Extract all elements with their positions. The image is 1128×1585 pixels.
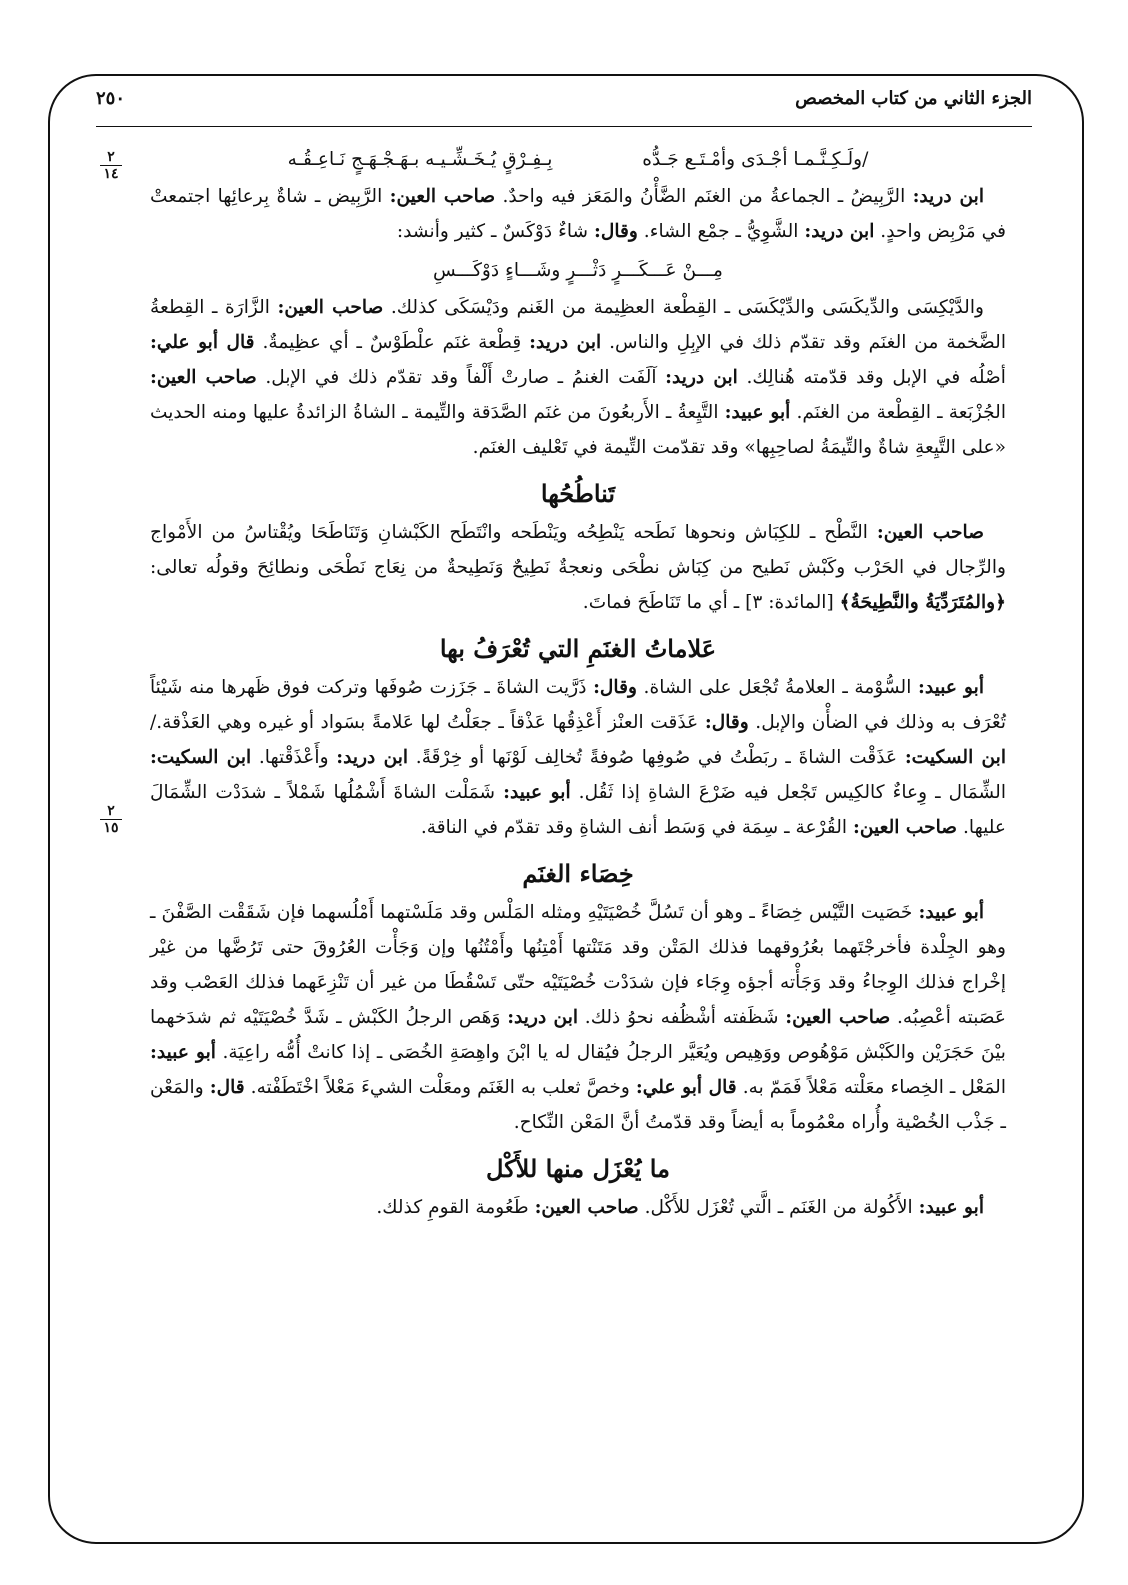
source-name: أبو عبيد: — [503, 782, 571, 803]
page-number: ٢٥٠ — [96, 88, 126, 109]
paragraph: صاحب العين: النَّطْح ـ للكِبَاش ونحوها نَطَحه يَنْطِحُه ويَنْطَحه وانْتَطَح الكَبْشانِ وَتَنَاطَحَا ويُقْتاسُ من الأَمْواج والرِّجال في الحَرْب وكَبْش نَطيح من كِبَاش نطْحَى ونعجةٌ نَطِيحٌ وَنَطِيحةٌ من نِعَاج نَطْحَى ونطائِحَ وقولُه تعالى: ﴿والمُتَرَدِّيَةُ والنَّطِيحَةُ﴾ [المائدة: ٣] ـ أي ما تَنَاطَحَ فماتَ. — [150, 522, 1006, 613]
section-heading: عَلاماتُ الغنَمِ التي تُعْرَفُ بها — [439, 634, 717, 663]
page-body — [150, 138, 1006, 1225]
source-name: ابن دريد: — [912, 186, 985, 207]
source-name: ابن دريد: — [336, 747, 409, 768]
section-heading: خِصَاء الغنَم — [522, 859, 634, 888]
section-heading: ما يُعْزَل منها للأَكْل — [486, 1154, 670, 1183]
running-title: الجزء الثاني من كتاب المخصص — [795, 88, 1032, 109]
source-name: قال: — [209, 1077, 245, 1098]
paragraph: أبو عبيد: خَصَيت التَّيْس خِصَاءً ـ وهو أن تَسُلَّ خُصْيَتَيْهِ ومثله المَلْس وقد مَلَسْتهما أَمْلُسهما فإن شَقَقْت الصَّفْنَ ـ وهو الجِلْدة فأخرجْتَهما بعُرُوقهما فذلك المَتْن وقد مَتَنْتها أَمْتِنُها وأَمْتُنُها وإن وَجَأْت العُرُوقَ حتى تَرُضَّها من غيْر إخْراج فذلك الوِجاءُ وقد وَجَأْته أجؤه وِجَاء فإن شدَدْت خُصْيَتَيْه حتّى تَسْقُطَا من غير أن تَنْزِعَهما فذلك العَصْب وقد عَصَبته أعْصِبُه. صاحب العين: شَظَفته أشْظُفه نحوُ ذلك. ابن دريد: وَهَص الرجلُ الكَبْش ـ شَدَّ خُصْيَتَيْه ثم شدَخهما بيْنَ حَجَرَيْن والكَبْش مَوْهُوص ووَهِيص ويُعَيَّر الرجلُ فيُقال له يا ابْنَ واهِصَةِ الخُصَى ـ إذا كانتْ أُمُّه راعِيَة. أبو عبيد: المَعْل ـ الخِصاء معَلْته مَعْلاً فَمَمّ به. قال أبو علي: وخصَّ ثعلب به الغَنَم ومعَلْت الشيءَ مَعْلاً اخْتَطَفْته. قال: والمَعْن ـ جَذْب الخُصْية وأُراه معْمُوماً به أيضاً وقد قدّمتُ أنَّ المَعْن النِّكاح. — [150, 902, 1007, 1133]
source-name: قال أبو علي: — [635, 1077, 737, 1098]
source-name: أبو عبيد: — [917, 677, 984, 698]
source-name: أبو عبيد: — [918, 1197, 984, 1218]
source-name: صاحب العين: — [785, 1007, 891, 1028]
source-name: قال أبو علي: — [150, 332, 255, 353]
source-name: صاحب العين: — [852, 817, 958, 838]
margin-reference-mark: ٢ ١٥ — [100, 804, 122, 835]
source-name: أبو عبيد: — [918, 902, 984, 923]
quran-quote: ﴿والمُتَرَدِّيَةُ والنَّطِيحَةُ﴾ — [839, 592, 1006, 613]
paragraph: والدَّيْكِسَى والدِّيكَسَى والدِّيْكَسَى ـ القِطْعة العظِيمة من الغَنم ودَيْسَكَى كذلك. صاحب العين: الزَّارَة ـ القِطعةُ الضَّخمة من الغنَم وقد تقدّم ذلك في الإبِلِ والناس. ابن دريد: قِطْعة غنَم علْطَوْسٌ ـ أي عظِيمةٌ. قال أبو علي: أصْلُه في الإبل وقد قدّمته هُنالِك. ابن دريد: آلَفَت الغنمُ ـ صارتْ أَلْفاً وقد تقدّم ذلك في الإبل. صاحب العين: الجُزْبَعة ـ القِطْعة من الغنَم. أبو عبيد: التَّيِعةُ ـ الأَربعُونَ من غنَم الصَّدَقة والتِّيمة ـ الشاةُ الزائدةُ عليها ومنه الحديث «على التَّيِعةِ شاةٌ والتِّيمَةُ لصاحِبِها» وقد تقدّمت التِّيمة في تَعْليف الغنَم. — [150, 297, 1006, 458]
header-rule — [96, 126, 1032, 127]
source-name: وقال: — [593, 677, 637, 698]
source-name: صاحب العين: — [277, 297, 384, 318]
source-name: ابن السكيت: — [150, 747, 252, 768]
poetry-verse — [150, 138, 1006, 179]
source-name: ابن السكيت: — [904, 747, 1006, 768]
source-name: أبو عبيد: — [724, 402, 791, 423]
source-name: ابن دريد: — [804, 221, 875, 242]
source-name: وقال: — [593, 221, 638, 242]
margin-reference-mark: ٢ ١٤ — [100, 150, 122, 181]
page-header — [96, 88, 1032, 116]
verse-hemistich: بِـفِـرْقٍ يُـخَـشِّـيـه بـهَـجْـهَـجٍ نَـاعِـقُـه — [287, 149, 553, 170]
source-name: صاحب العين: — [389, 186, 496, 207]
poetry-verse — [150, 249, 1006, 290]
verse-hemistich: /ولَـكِـنَّـمـا أجْـدَى وأمْـتَـع جَـدُّه — [642, 149, 869, 170]
source-name: صاحب العين: — [876, 522, 984, 543]
source-name: صاحب العين: — [534, 1197, 639, 1218]
source-name: ابن دريد: — [529, 332, 602, 353]
source-name: صاحب العين: — [150, 367, 257, 388]
source-name: ابن دريد: — [507, 1007, 579, 1028]
verse-line: مِـــنْ عَـــكَـــرٍ دَثْـــرٍ وشَـــاءٍ دَوْكَـــسِ — [433, 260, 723, 281]
paragraph: أبو عبيد: الأَكُولة من الغَنَم ـ الَّتي تُعْزَل للأَكْل. صاحب العين: طَعُومة القومِ كذلك. — [376, 1197, 984, 1218]
source-name: ابن دريد: — [665, 367, 738, 388]
paragraph: ابن دريد: الرَّبِيضُ ـ الجماعةُ من الغنَم الضَّأْنُ والمَعَز فيه واحدٌ. صاحب العين: الرَّبِيض ـ شاةٌ بِرعائِها اجتمعتْ في مَرْبِض واحدٍ. ابن دريد: الشَّوِيُّ ـ جمْع الشاء. وقال: شاءٌ دَوْكَسٌ ـ كثير وأنشد: — [150, 186, 1006, 242]
section-heading: تَناطُحُها — [540, 479, 616, 508]
source-name: وقال: — [704, 712, 749, 733]
source-name: أبو عبيد: — [150, 1042, 216, 1063]
paragraph: أبو عبيد: السُّوْمة ـ العلامةُ تُجْعَل على الشاة. وقال: ذَرَّيت الشاةَ ـ جَزَزت صُوفَها وتركت فوق ظَهرها منه شَيْئاً تُعْرَف به وذلك في الضأْن والإبل. وقال: عَذَقت العنْز أَعْذِقُها عَذْقاً ـ جعَلْتُ لها عَلامةً بسَواد أو غيره وهي العَذْقة./ ابن السكيت: عَذَقْت الشاةَ ـ ربَطْتُ في صُوفِها صُوفةً تُخالِف لَوْنَها أو خِرْقَةً. ابن دريد: وأَعْذَقْتها. ابن السكيت: الشِّمَال ـ وِعاءٌ كالكِيس تَجْعل فيه ضَرْعَ الشاةِ إذا ثَقُل. أبو عبيد: شَمَلْت الشاةَ أَشْمُلُها شَمْلاً ـ شدَدْت الشِّمَالَ عليها. صاحب العين: القُرْعة ـ سِمَة في وَسَط أنف الشاةِ وقد تقدّم في الناقة. — [150, 677, 1006, 838]
